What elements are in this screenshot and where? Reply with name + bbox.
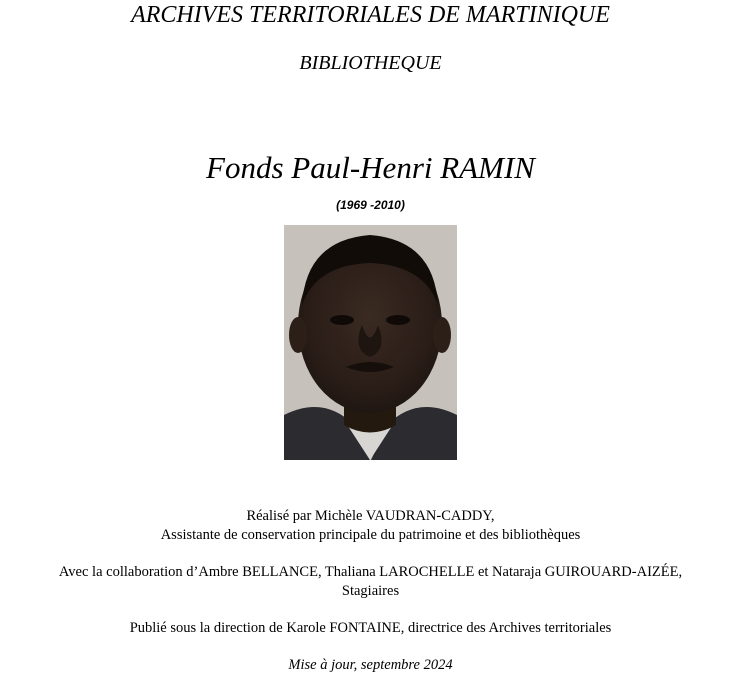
author-line: Réalisé par Michèle VAUDRAN-CADDY, bbox=[246, 508, 495, 524]
collaboration-line: Avec la collaboration d’Ambre BELLANCE, Thaliana LAROCHELLE et Nataraja GUIROUARD-AIZÉE, bbox=[58, 564, 683, 580]
author-role: Assistante de conservation principale du patrimoine et des bibliothèques bbox=[160, 527, 581, 543]
fonds-title: Fonds Paul-Henri RAMIN bbox=[206, 150, 535, 185]
collaboration-role: Stagiaires bbox=[341, 583, 400, 599]
department-title: BIBLIOTHEQUE bbox=[299, 52, 442, 74]
fonds-dates: (1969 -2010) bbox=[336, 198, 405, 212]
portrait-photo bbox=[284, 225, 457, 460]
update-date: Mise à jour, septembre 2024 bbox=[288, 657, 453, 673]
organization-title: ARCHIVES TERRITORIALES DE MARTINIQUE bbox=[131, 2, 610, 28]
direction-line: Publié sous la direction de Karole FONTAINE, directrice des Archives territoriales bbox=[129, 620, 612, 636]
